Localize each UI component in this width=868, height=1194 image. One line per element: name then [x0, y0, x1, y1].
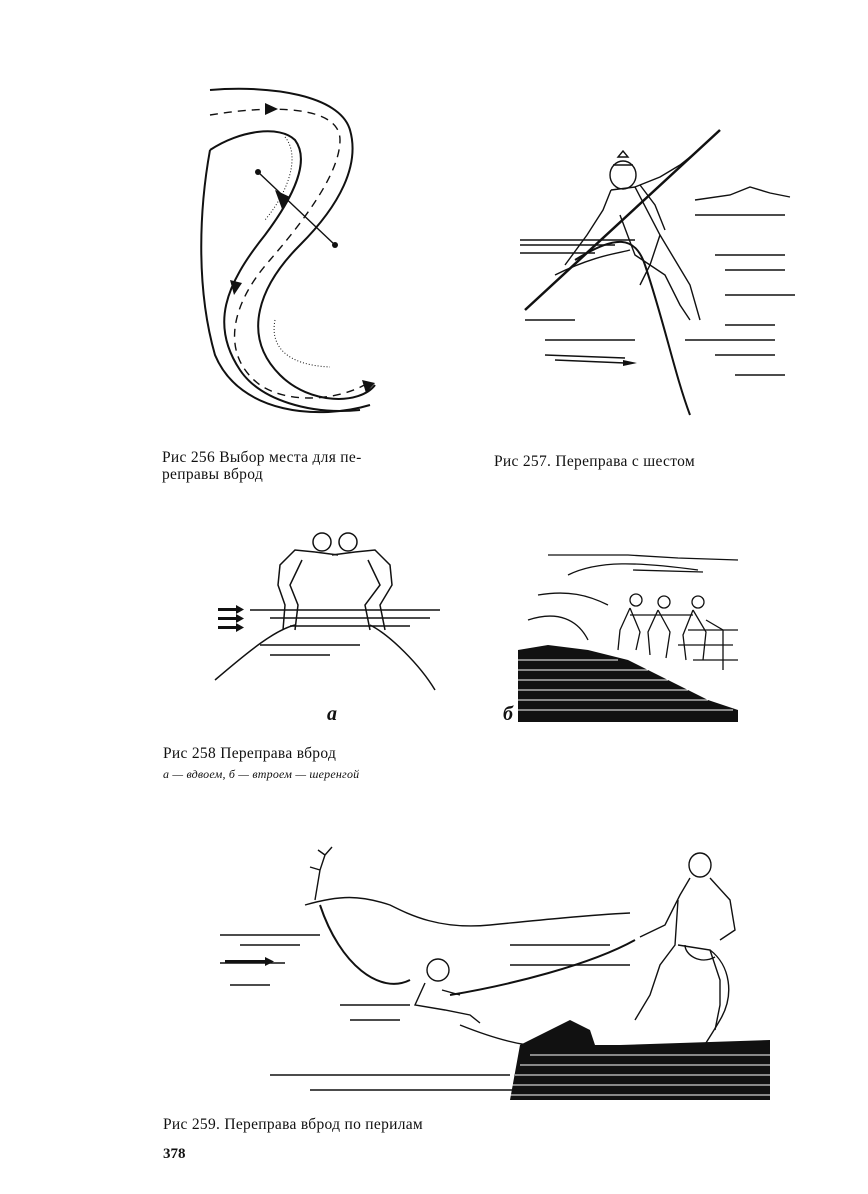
two-person-crossing-illustration	[210, 530, 450, 695]
three-person-crossing-illustration	[518, 550, 743, 722]
figure-257-pole-crossing	[515, 125, 805, 425]
page-number: 378	[163, 1146, 186, 1162]
caption-fig-257: Рис 257. Переправа с шестом	[494, 453, 695, 470]
figure-258b-three-person-crossing	[518, 550, 743, 722]
subcaption-fig-258: а — вдвоем, б — втроем — шеренгой	[163, 767, 360, 781]
figure-259-railing-crossing	[210, 845, 770, 1100]
panel-label-b: б	[503, 703, 513, 725]
railing-crossing-illustration	[210, 845, 770, 1100]
figure-256-river-bend	[190, 85, 400, 425]
panel-label-a: а	[327, 703, 337, 725]
pole-crossing-illustration	[515, 125, 805, 425]
caption-fig-259: Рис 259. Переправа вброд по перилам	[163, 1116, 424, 1133]
caption-fig-258: Рис 258 Переправа вброд	[163, 745, 337, 762]
river-bend-diagram	[190, 85, 400, 425]
figure-258a-two-person-crossing	[210, 530, 450, 695]
caption-fig-256: Рис 256 Выбор места для пе- реправы вброд	[162, 449, 362, 483]
